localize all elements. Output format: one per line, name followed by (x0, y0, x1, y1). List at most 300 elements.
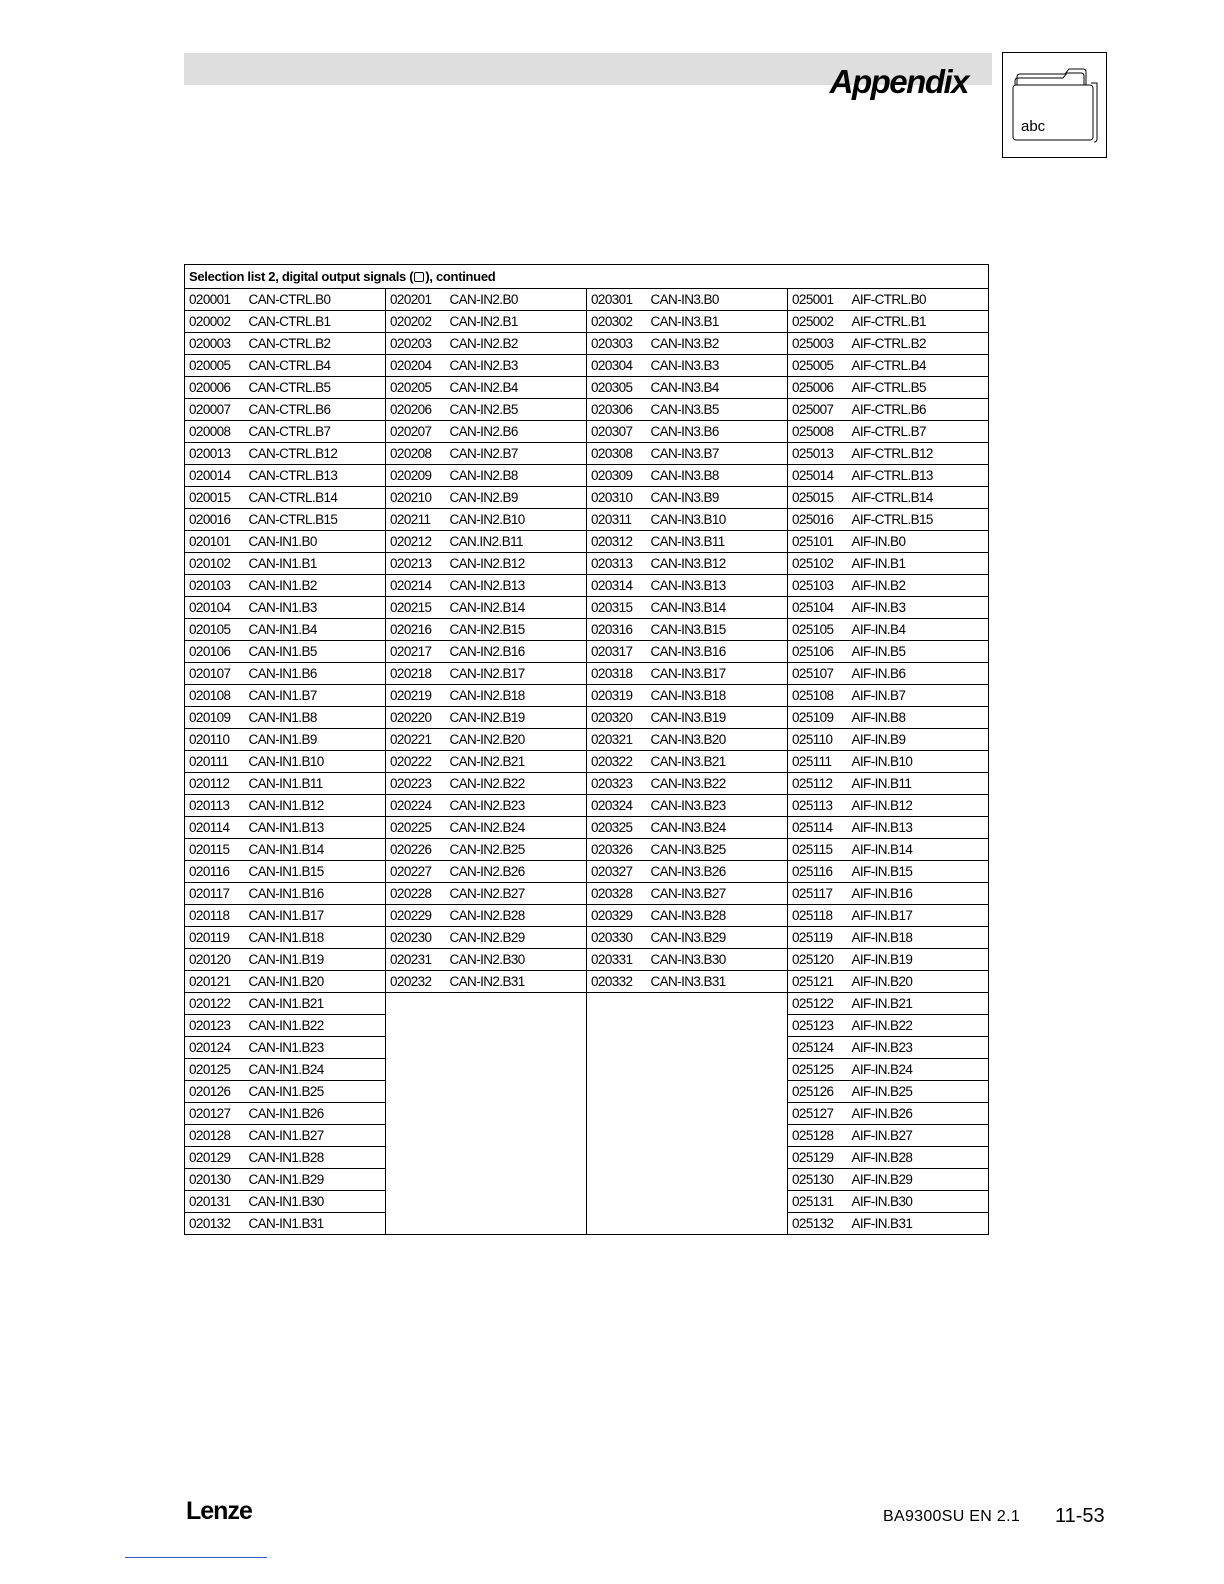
signal-code: 020313 (587, 553, 651, 575)
signal-name: CAN-IN2.B18 (450, 685, 587, 707)
table-row (185, 1191, 989, 1213)
signal-code: 020114 (185, 817, 249, 839)
signal-name: AIF-IN.B0 (852, 531, 989, 553)
signal-code: 020322 (587, 751, 651, 773)
signal-name: AIF-CTRL.B12 (852, 443, 989, 465)
signal-code: 025109 (788, 707, 852, 729)
signal-code: 020005 (185, 355, 249, 377)
signal-name: CAN-IN1.B6 (249, 663, 386, 685)
signal-code: 020315 (587, 597, 651, 619)
signal-code: 020205 (386, 377, 450, 399)
signal-code: 020308 (587, 443, 651, 465)
signal-name: CAN-IN1.B26 (249, 1103, 386, 1125)
signal-code: 020118 (185, 905, 249, 927)
signal-code: 020209 (386, 465, 450, 487)
signal-name: CAN-IN1.B25 (249, 1081, 386, 1103)
signal-code: 025126 (788, 1081, 852, 1103)
signal-name: CAN-IN3.B10 (651, 509, 788, 531)
signal-code: 025115 (788, 839, 852, 861)
signal-code: 020316 (587, 619, 651, 641)
signal-name: CAN-IN2.B21 (450, 751, 587, 773)
signal-name: AIF-IN.B5 (852, 641, 989, 663)
signal-code: 020229 (386, 905, 450, 927)
signal-code: 020213 (386, 553, 450, 575)
signal-code: 025123 (788, 1015, 852, 1037)
signal-code: 020107 (185, 663, 249, 685)
table-caption: Selection list 2, digital output signals ( ), continued (185, 265, 989, 289)
chapter-tab (1002, 52, 1107, 158)
signal-name: AIF-IN.B2 (852, 575, 989, 597)
signal-code: 025003 (788, 333, 852, 355)
table-row (185, 597, 989, 619)
signal-name: CAN-IN3.B21 (651, 751, 788, 773)
signal-name: CAN-IN3.B31 (651, 971, 788, 993)
empty-cell (386, 1147, 587, 1169)
empty-cell (587, 1015, 788, 1037)
signal-code: 020112 (185, 773, 249, 795)
signal-code: 020302 (587, 311, 651, 333)
signal-name: CAN-IN1.B28 (249, 1147, 386, 1169)
signal-code: 020117 (185, 883, 249, 905)
signal-name: CAN-IN2.B20 (450, 729, 587, 751)
signal-code: 020003 (185, 333, 249, 355)
signal-name: AIF-IN.B22 (852, 1015, 989, 1037)
document-reference: BA9300SU EN 2.1 (883, 1508, 1021, 1525)
signal-code: 020319 (587, 685, 651, 707)
signal-code: 020122 (185, 993, 249, 1015)
signal-name: CAN-IN3.B14 (651, 597, 788, 619)
signal-name: AIF-IN.B1 (852, 553, 989, 575)
signal-code: 025008 (788, 421, 852, 443)
signal-code: 020105 (185, 619, 249, 641)
table-row (185, 773, 989, 795)
signal-name: CAN-IN3.B6 (651, 421, 788, 443)
signal-name: CAN-IN1.B27 (249, 1125, 386, 1147)
signal-code: 025005 (788, 355, 852, 377)
company-logo: Lenze (186, 1497, 252, 1525)
signal-name: CAN-IN1.B17 (249, 905, 386, 927)
signal-code: 025101 (788, 531, 852, 553)
signal-code: 020108 (185, 685, 249, 707)
signal-name: CAN-IN1.B21 (249, 993, 386, 1015)
signal-code: 020219 (386, 685, 450, 707)
signal-code: 020203 (386, 333, 450, 355)
signal-code: 020128 (185, 1125, 249, 1147)
signal-code: 020106 (185, 641, 249, 663)
table-row (185, 399, 989, 421)
signal-code: 020130 (185, 1169, 249, 1191)
signal-name: CAN-IN3.B18 (651, 685, 788, 707)
signal-name: CAN-IN3.B3 (651, 355, 788, 377)
signal-code: 020311 (587, 509, 651, 531)
signal-code: 025124 (788, 1037, 852, 1059)
table-row (185, 531, 989, 553)
signal-name: AIF-IN.B31 (852, 1213, 989, 1235)
signal-name: AIF-IN.B20 (852, 971, 989, 993)
signal-code: 020332 (587, 971, 651, 993)
empty-cell (386, 1169, 587, 1191)
signal-name: CAN-IN1.B1 (249, 553, 386, 575)
signal-name: CAN-IN2.B3 (450, 355, 587, 377)
signal-name: AIF-IN.B4 (852, 619, 989, 641)
signal-name: CAN-IN2.B10 (450, 509, 587, 531)
signal-code: 020310 (587, 487, 651, 509)
signal-code: 020231 (386, 949, 450, 971)
signal-name: CAN-IN2.B7 (450, 443, 587, 465)
signal-code: 020314 (587, 575, 651, 597)
signal-code: 020326 (587, 839, 651, 861)
signal-code: 025112 (788, 773, 852, 795)
signal-name: CAN-IN3.B5 (651, 399, 788, 421)
signal-code: 020321 (587, 729, 651, 751)
signal-name: CAN-IN3.B20 (651, 729, 788, 751)
signal-code: 020329 (587, 905, 651, 927)
table-row (185, 685, 989, 707)
signal-code: 025117 (788, 883, 852, 905)
signal-name: CAN-IN2.B27 (450, 883, 587, 905)
signal-name: CAN-IN2.B30 (450, 949, 587, 971)
signal-code: 020214 (386, 575, 450, 597)
table-row (185, 971, 989, 993)
signal-name: CAN-IN1.B5 (249, 641, 386, 663)
signal-code: 020325 (587, 817, 651, 839)
page-number: 11-53 (1055, 1505, 1105, 1527)
signal-name: AIF-CTRL.B5 (852, 377, 989, 399)
table-row (185, 993, 989, 1015)
signal-name: CAN-IN3.B17 (651, 663, 788, 685)
signal-name: AIF-IN.B21 (852, 993, 989, 1015)
empty-cell (587, 1147, 788, 1169)
signal-name: AIF-IN.B13 (852, 817, 989, 839)
table-row (185, 1213, 989, 1235)
signal-code: 020115 (185, 839, 249, 861)
signal-code: 025127 (788, 1103, 852, 1125)
signal-name: AIF-IN.B8 (852, 707, 989, 729)
table-row (185, 1081, 989, 1103)
signal-name: AIF-CTRL.B2 (852, 333, 989, 355)
table-row (185, 905, 989, 927)
empty-cell (587, 1191, 788, 1213)
signal-name: CAN-IN3.B4 (651, 377, 788, 399)
empty-cell (386, 1125, 587, 1147)
signal-code: 020227 (386, 861, 450, 883)
signal-code: 025114 (788, 817, 852, 839)
signal-code: 020131 (185, 1191, 249, 1213)
signal-name: AIF-IN.B19 (852, 949, 989, 971)
signal-name: CAN-CTRL.B4 (249, 355, 386, 377)
signal-code: 025108 (788, 685, 852, 707)
signal-name: CAN-IN2.B24 (450, 817, 587, 839)
signal-name: CAN-IN2.B8 (450, 465, 587, 487)
signal-name: CAN-IN2.B12 (450, 553, 587, 575)
signal-code: 020309 (587, 465, 651, 487)
signal-name: CAN-IN2.B26 (450, 861, 587, 883)
signal-name: AIF-IN.B11 (852, 773, 989, 795)
tab-label: abc (1021, 118, 1046, 135)
table-row (185, 487, 989, 509)
empty-cell (386, 1213, 587, 1235)
signal-code: 025006 (788, 377, 852, 399)
signal-code: 020327 (587, 861, 651, 883)
signal-name: CAN-IN3.B2 (651, 333, 788, 355)
signal-name: AIF-IN.B27 (852, 1125, 989, 1147)
signal-name: CAN-IN3.B19 (651, 707, 788, 729)
signal-name: CAN-IN2.B25 (450, 839, 587, 861)
signal-name: AIF-IN.B10 (852, 751, 989, 773)
signal-name: CAN-IN1.B29 (249, 1169, 386, 1191)
signal-name: CAN-IN1.B19 (249, 949, 386, 971)
signal-code: 020210 (386, 487, 450, 509)
signal-code: 020211 (386, 509, 450, 531)
signal-name: CAN-IN2.B31 (450, 971, 587, 993)
signal-name: CAN-IN1.B31 (249, 1213, 386, 1235)
signal-name: CAN-IN3.B7 (651, 443, 788, 465)
signal-name: CAN-IN3.B25 (651, 839, 788, 861)
signal-code: 025122 (788, 993, 852, 1015)
signal-code: 020001 (185, 289, 249, 311)
signal-code: 020323 (587, 773, 651, 795)
empty-cell (587, 1125, 788, 1147)
signal-code: 025103 (788, 575, 852, 597)
signal-code: 020207 (386, 421, 450, 443)
signal-name: CAN-IN1.B13 (249, 817, 386, 839)
signal-name: CAN-IN2.B13 (450, 575, 587, 597)
signal-code: 020307 (587, 421, 651, 443)
signal-name: AIF-IN.B28 (852, 1147, 989, 1169)
signal-code: 025128 (788, 1125, 852, 1147)
signal-name: CAN-IN3.B30 (651, 949, 788, 971)
signal-code: 025007 (788, 399, 852, 421)
signal-name: CAN-IN1.B0 (249, 531, 386, 553)
table-row (185, 289, 989, 311)
signal-name: CAN-IN3.B0 (651, 289, 788, 311)
signal-code: 020201 (386, 289, 450, 311)
signal-name: CAN-IN2.B0 (450, 289, 587, 311)
signal-code: 020320 (587, 707, 651, 729)
signal-code: 025120 (788, 949, 852, 971)
signal-name: CAN-IN3.B27 (651, 883, 788, 905)
signal-code: 025121 (788, 971, 852, 993)
signal-name: AIF-IN.B7 (852, 685, 989, 707)
signal-name: CAN-IN2.B29 (450, 927, 587, 949)
empty-cell (386, 1037, 587, 1059)
signal-name: AIF-IN.B23 (852, 1037, 989, 1059)
signal-name: CAN-IN2.B17 (450, 663, 587, 685)
signal-name: CAN-CTRL.B1 (249, 311, 386, 333)
signal-name: CAN-IN2.B1 (450, 311, 587, 333)
empty-cell (386, 1015, 587, 1037)
signal-name: AIF-CTRL.B0 (852, 289, 989, 311)
signal-code: 020002 (185, 311, 249, 333)
signal-code: 025131 (788, 1191, 852, 1213)
signal-name: CAN-IN1.B18 (249, 927, 386, 949)
signal-code: 020125 (185, 1059, 249, 1081)
table-row (185, 1059, 989, 1081)
signal-name: CAN-IN2.B2 (450, 333, 587, 355)
signal-name: CAN-IN3.B12 (651, 553, 788, 575)
signal-name: AIF-IN.B6 (852, 663, 989, 685)
signal-code: 020304 (587, 355, 651, 377)
table-row (185, 1169, 989, 1191)
signal-name: CAN-IN3.B28 (651, 905, 788, 927)
signal-name: CAN-IN3.B16 (651, 641, 788, 663)
empty-cell (587, 1213, 788, 1235)
signal-code: 025105 (788, 619, 852, 641)
signal-code: 020216 (386, 619, 450, 641)
signal-code: 020119 (185, 927, 249, 949)
signal-name: CAN-IN2.B22 (450, 773, 587, 795)
signal-code: 020129 (185, 1147, 249, 1169)
signal-name: CAN-IN3.B26 (651, 861, 788, 883)
signal-name: CAN-IN1.B15 (249, 861, 386, 883)
signal-name: CAN-IN1.B11 (249, 773, 386, 795)
signal-code: 020015 (185, 487, 249, 509)
signal-code: 020103 (185, 575, 249, 597)
signal-code: 020008 (185, 421, 249, 443)
table-row (185, 839, 989, 861)
signal-name: CAN-IN1.B24 (249, 1059, 386, 1081)
signal-name: AIF-IN.B29 (852, 1169, 989, 1191)
empty-cell (587, 1059, 788, 1081)
empty-cell (386, 1191, 587, 1213)
signal-code: 020126 (185, 1081, 249, 1103)
table-row (185, 575, 989, 597)
signal-code: 020303 (587, 333, 651, 355)
signal-code: 025129 (788, 1147, 852, 1169)
empty-cell (386, 1103, 587, 1125)
signal-code: 020318 (587, 663, 651, 685)
table-row (185, 795, 989, 817)
signal-code: 020223 (386, 773, 450, 795)
table-row (185, 949, 989, 971)
signal-code: 020127 (185, 1103, 249, 1125)
signal-code: 025002 (788, 311, 852, 333)
signal-name: CAN-IN2.B6 (450, 421, 587, 443)
signal-name: CAN-IN3.B11 (651, 531, 788, 553)
signal-name: CAN-IN2.B19 (450, 707, 587, 729)
table-row (185, 861, 989, 883)
signal-code: 020014 (185, 465, 249, 487)
signal-code: 020016 (185, 509, 249, 531)
table-row (185, 377, 989, 399)
signal-name: AIF-IN.B15 (852, 861, 989, 883)
signal-code: 020306 (587, 399, 651, 421)
signal-name: AIF-CTRL.B7 (852, 421, 989, 443)
signal-name: CAN-IN2.B14 (450, 597, 587, 619)
signal-name: AIF-IN.B26 (852, 1103, 989, 1125)
signal-name: AIF-IN.B14 (852, 839, 989, 861)
signal-code: 025116 (788, 861, 852, 883)
signal-code: 020132 (185, 1213, 249, 1235)
signal-name: CAN-IN2.B28 (450, 905, 587, 927)
table-row (185, 1103, 989, 1125)
signal-name: AIF-CTRL.B13 (852, 465, 989, 487)
signal-code: 020006 (185, 377, 249, 399)
signal-name: CAN.IN2.B11 (450, 531, 587, 553)
table-row (185, 465, 989, 487)
signal-code: 020218 (386, 663, 450, 685)
signal-name: CAN-IN3.B8 (651, 465, 788, 487)
signal-name: AIF-IN.B25 (852, 1081, 989, 1103)
signal-name: AIF-CTRL.B14 (852, 487, 989, 509)
signal-name: AIF-IN.B24 (852, 1059, 989, 1081)
signal-name: CAN-IN1.B23 (249, 1037, 386, 1059)
signal-code: 025119 (788, 927, 852, 949)
empty-cell (386, 1081, 587, 1103)
signal-name: CAN-IN1.B7 (249, 685, 386, 707)
signal-code: 020226 (386, 839, 450, 861)
signal-code: 025014 (788, 465, 852, 487)
signal-code: 020228 (386, 883, 450, 905)
table-row (185, 927, 989, 949)
signal-code: 020215 (386, 597, 450, 619)
signal-name: AIF-CTRL.B15 (852, 509, 989, 531)
table-row (185, 355, 989, 377)
signal-name: CAN-IN1.B14 (249, 839, 386, 861)
signal-name: CAN-IN1.B9 (249, 729, 386, 751)
signal-name: AIF-IN.B3 (852, 597, 989, 619)
signal-name: CAN-IN1.B3 (249, 597, 386, 619)
signal-code: 025118 (788, 905, 852, 927)
signal-name: CAN-CTRL.B2 (249, 333, 386, 355)
table-row (185, 641, 989, 663)
signal-name: AIF-CTRL.B1 (852, 311, 989, 333)
table-row (185, 619, 989, 641)
signal-code: 020305 (587, 377, 651, 399)
signal-code: 020113 (185, 795, 249, 817)
signal-code: 025111 (788, 751, 852, 773)
signal-name: CAN-CTRL.B6 (249, 399, 386, 421)
empty-cell (386, 1059, 587, 1081)
signal-name: CAN-IN2.B15 (450, 619, 587, 641)
signal-name: CAN-IN3.B13 (651, 575, 788, 597)
signal-code: 020121 (185, 971, 249, 993)
signal-name: CAN-CTRL.B13 (249, 465, 386, 487)
signal-name: CAN-IN2.B5 (450, 399, 587, 421)
signal-code: 025110 (788, 729, 852, 751)
table-row (185, 1147, 989, 1169)
signal-code: 020116 (185, 861, 249, 883)
signal-code: 020225 (386, 817, 450, 839)
signal-code: 020317 (587, 641, 651, 663)
signal-code: 020102 (185, 553, 249, 575)
signal-code: 020101 (185, 531, 249, 553)
signal-name: CAN-IN3.B23 (651, 795, 788, 817)
signal-name: AIF-CTRL.B6 (852, 399, 989, 421)
signal-name: CAN-IN1.B10 (249, 751, 386, 773)
table-row (185, 729, 989, 751)
signal-name: CAN-IN3.B22 (651, 773, 788, 795)
signal-code: 020109 (185, 707, 249, 729)
signal-code: 025130 (788, 1169, 852, 1191)
signal-code: 025106 (788, 641, 852, 663)
signal-code: 020220 (386, 707, 450, 729)
signal-name: AIF-CTRL.B4 (852, 355, 989, 377)
signal-name: CAN-IN3.B1 (651, 311, 788, 333)
signal-name: AIF-IN.B18 (852, 927, 989, 949)
signal-code: 020230 (386, 927, 450, 949)
signal-name: CAN-CTRL.B12 (249, 443, 386, 465)
signal-code: 020204 (386, 355, 450, 377)
signal-name: CAN-CTRL.B7 (249, 421, 386, 443)
signal-code: 020331 (587, 949, 651, 971)
table-row (185, 443, 989, 465)
table-row (185, 1037, 989, 1059)
signal-name: CAN-IN3.B15 (651, 619, 788, 641)
signal-name: CAN-IN3.B9 (651, 487, 788, 509)
page-title: Appendix (829, 63, 968, 100)
empty-cell (587, 993, 788, 1015)
